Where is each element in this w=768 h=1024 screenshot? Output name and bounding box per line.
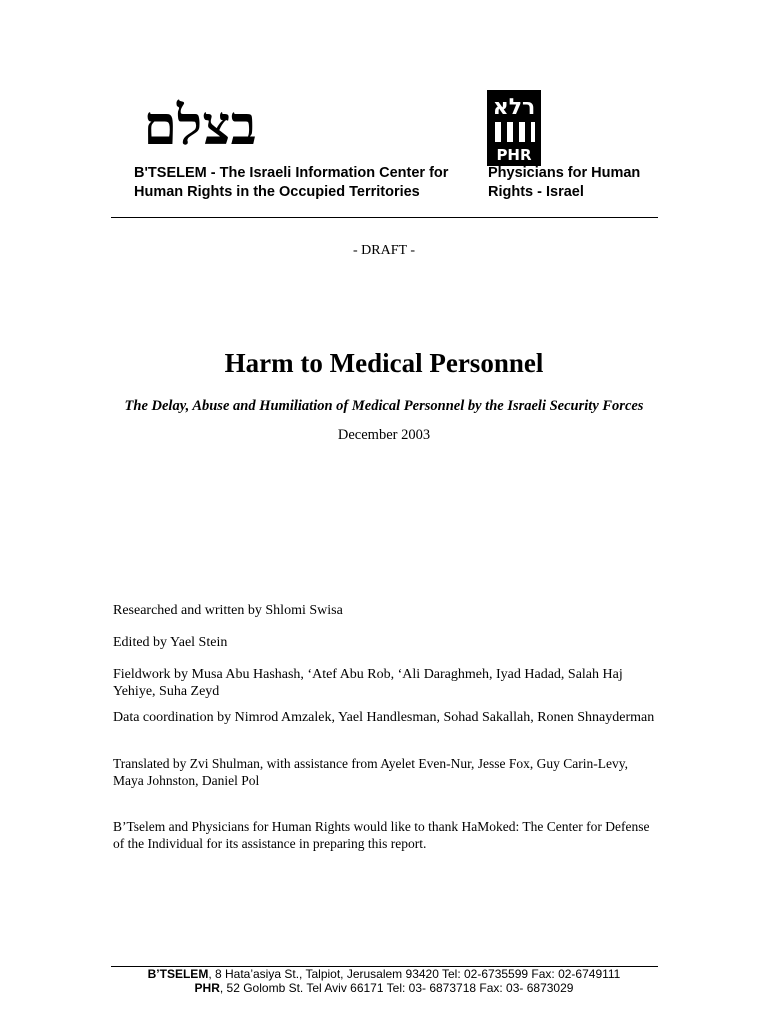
credit-research: Researched and written by Shlomi Swisa — [113, 603, 343, 618]
footer-btselem-details: , 8 Hata’asiya St., Talpiot, Jerusalem 93420 Tel: 02-6735599 Fax: 02-6749111 — [208, 967, 621, 981]
footer-phr-address — [0, 981, 768, 995]
phr-org-name: Physicians for Human Rights - Israel — [488, 165, 641, 200]
footer-btselem-address — [0, 967, 768, 981]
credit-fieldwork: Fieldwork by Musa Abu Hashash, ‘Atef Abu Rob, ‘Ali Daraghmeh, Iyad Hadad, Salah Haj Yehiye, Suha Zeyd — [113, 667, 623, 699]
document-subtitle: The Delay, Abuse and Humiliation of Medical Personnel by the Israeli Security Forces — [124, 398, 644, 414]
btselem-logo-hebrew: בצלם — [143, 93, 257, 157]
draft-label: - DRAFT - — [353, 243, 415, 258]
phr-logo-mark — [487, 90, 541, 166]
btselem-logo — [134, 92, 266, 164]
footer-btselem-name: B’TSELEM — [147, 967, 209, 981]
credit-data-coordination: Data coordination by Nimrod Amzalek, Yael Handlesman, Sohad Sakallah, Ronen Shnayderman — [113, 710, 655, 725]
document-title: Harm to Medical Personnel — [224, 348, 544, 378]
credit-edited: Edited by Yael Stein — [113, 635, 228, 650]
footer-phr-details: , 52 Golomb St. Tel Aviv 66171 Tel: 03- 6873718 Fax: 03- 6873029 — [219, 981, 574, 995]
credit-translated: Translated by Zvi Shulman, with assistance from Ayelet Even-Nur, Jesse Fox, Guy Carin-Levy, Maya Johnston, Daniel Pol — [113, 756, 629, 788]
svg-text:רלא: רלא — [492, 95, 536, 120]
phr-logo — [487, 90, 541, 166]
svg-text:PHR: PHR — [496, 146, 532, 164]
btselem-org-name: B'TSELEM - The Israeli Information Center for Human Rights in the Occupied Territories — [134, 165, 449, 200]
footer-phr-name: PHR — [194, 981, 220, 995]
document-date: December 2003 — [337, 427, 431, 443]
header-divider — [111, 217, 658, 218]
btselem-logo-mark — [134, 92, 266, 164]
credit-thanks: B’Tselem and Physicians for Human Rights would like to thank HaMoked: The Center for Defense of the Individual for its assistance in preparing this report. — [113, 819, 650, 851]
